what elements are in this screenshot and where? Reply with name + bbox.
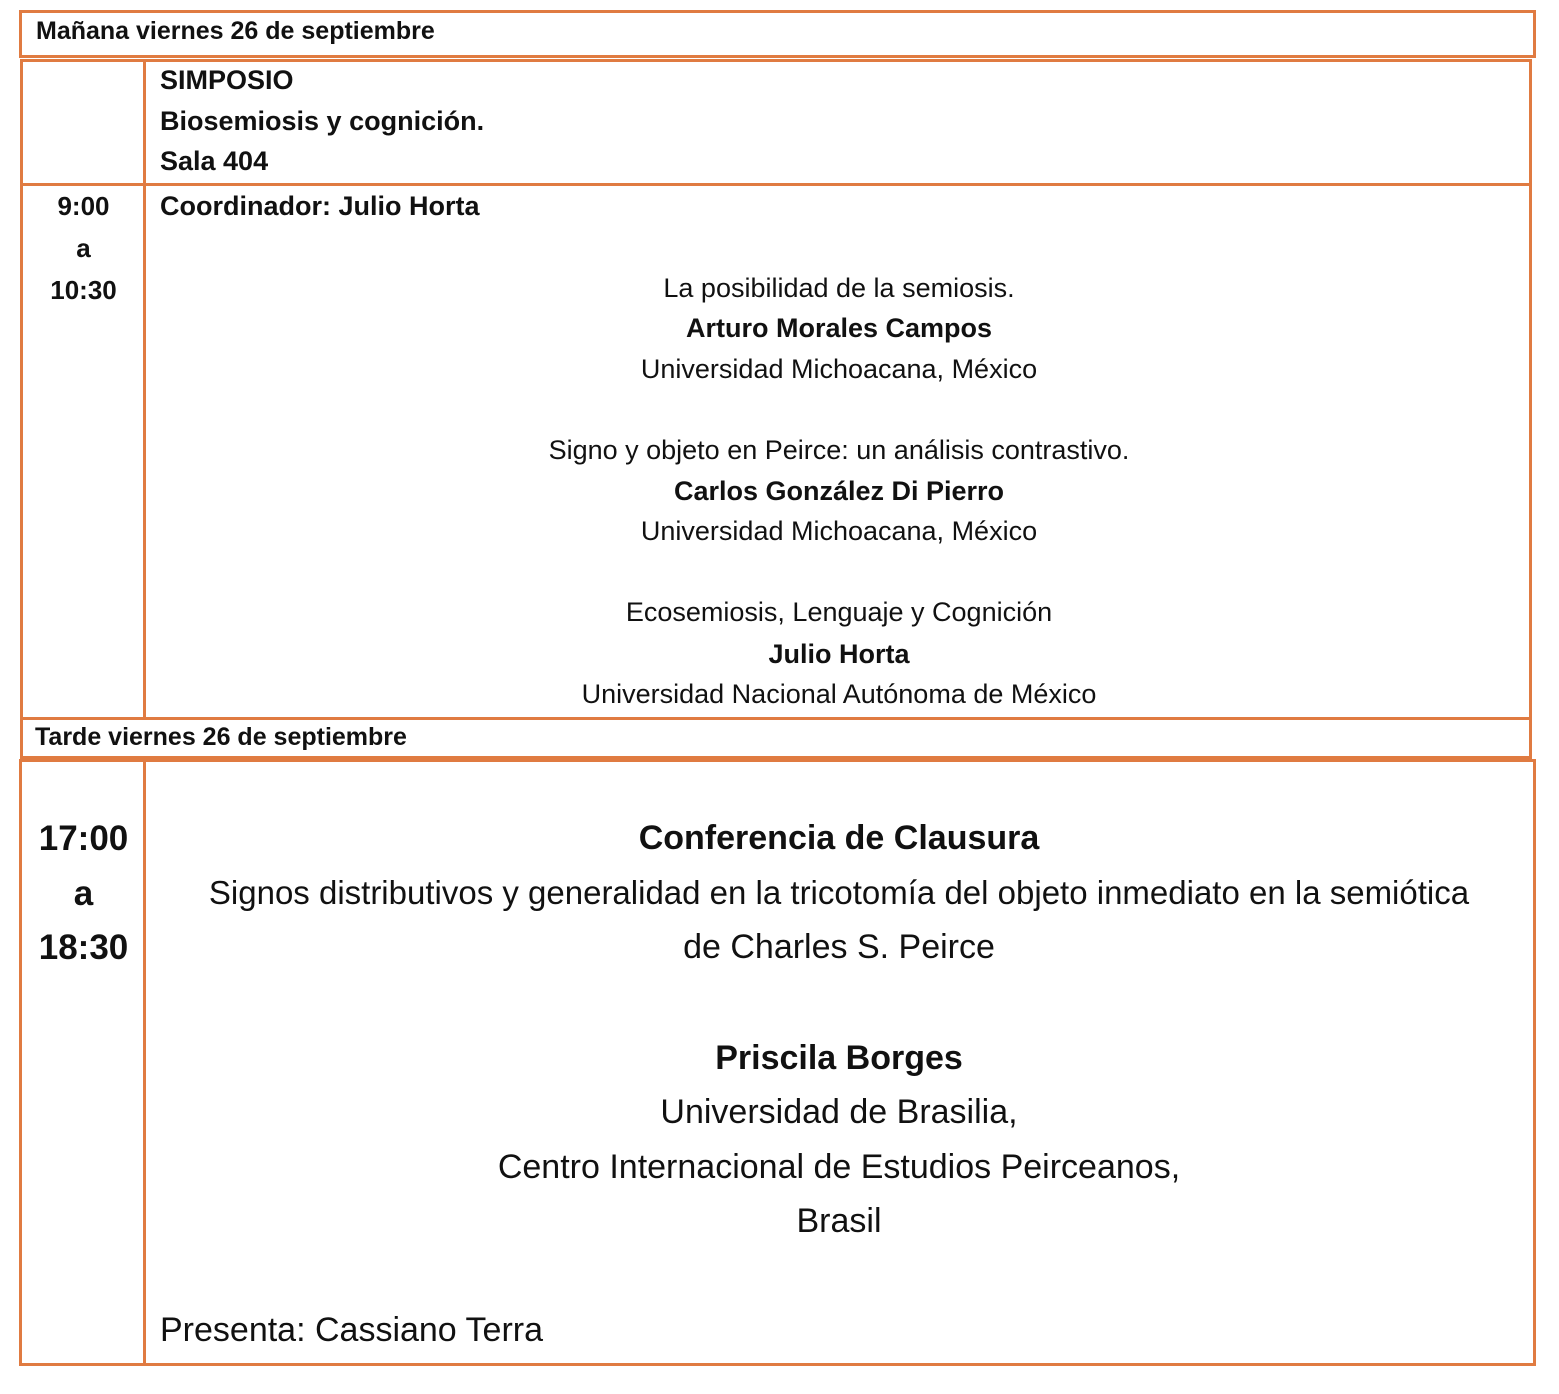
talk-2-speaker: Carlos González Di Pierro xyxy=(673,476,1005,506)
closing-affiliation-line-2: Centro Internacional de Estudios Peirceanos, xyxy=(497,1148,1181,1186)
afternoon-time-sep: a xyxy=(73,874,94,913)
afternoon-time-start: 17:00 xyxy=(38,819,129,858)
talk-3-title: Ecosemiosis, Lenguaje y Cognición xyxy=(625,597,1053,627)
talk-2-title: Signo y objeto en Peirce: un análisis contrastivo. xyxy=(548,435,1130,465)
morning-time-start: 9:00 xyxy=(57,191,110,221)
morning-header: Mañana viernes 26 de septiembre xyxy=(36,17,435,45)
column-divider-afternoon xyxy=(143,759,146,1366)
talk-3-speaker: Julio Horta xyxy=(768,639,910,669)
closing-title-line-1: Signos distributivos y generalidad en la tricotomía del objeto inmediato en la semiótica xyxy=(208,874,1470,911)
talk-3-affiliation: Universidad Nacional Autónoma de México xyxy=(581,679,1097,709)
afternoon-time-end: 18:30 xyxy=(38,928,129,967)
talk-1-speaker: Arturo Morales Campos xyxy=(685,313,993,343)
morning-time-end: 10:30 xyxy=(50,275,117,305)
afternoon-header: Tarde viernes 26 de septiembre xyxy=(35,723,407,751)
closing-event-label: Conferencia de Clausura xyxy=(638,819,1040,857)
coordinator: Coordinador: Julio Horta xyxy=(160,191,480,221)
talk-1-title: La posibilidad de la semiosis. xyxy=(663,273,1015,303)
symposium-title: Biosemiosis y cognición. xyxy=(160,106,485,136)
symposium-label: SIMPOSIO xyxy=(160,65,294,95)
symposium-room: Sala 404 xyxy=(160,146,269,176)
closing-affiliation-line-3: Brasil xyxy=(796,1202,882,1240)
closing-title-line-2: de Charles S. Peirce xyxy=(683,928,995,966)
talk-1-affiliation: Universidad Michoacana, México xyxy=(640,354,1038,384)
closing-speaker: Priscila Borges xyxy=(715,1039,963,1077)
column-divider-morning xyxy=(143,59,146,720)
closing-affiliation-line-1: Universidad de Brasilia, xyxy=(660,1093,1018,1131)
morning-time-sep: a xyxy=(76,233,91,263)
closing-presenter: Presenta: Cassiano Terra xyxy=(160,1311,544,1349)
talk-2-affiliation: Universidad Michoacana, México xyxy=(640,516,1038,546)
